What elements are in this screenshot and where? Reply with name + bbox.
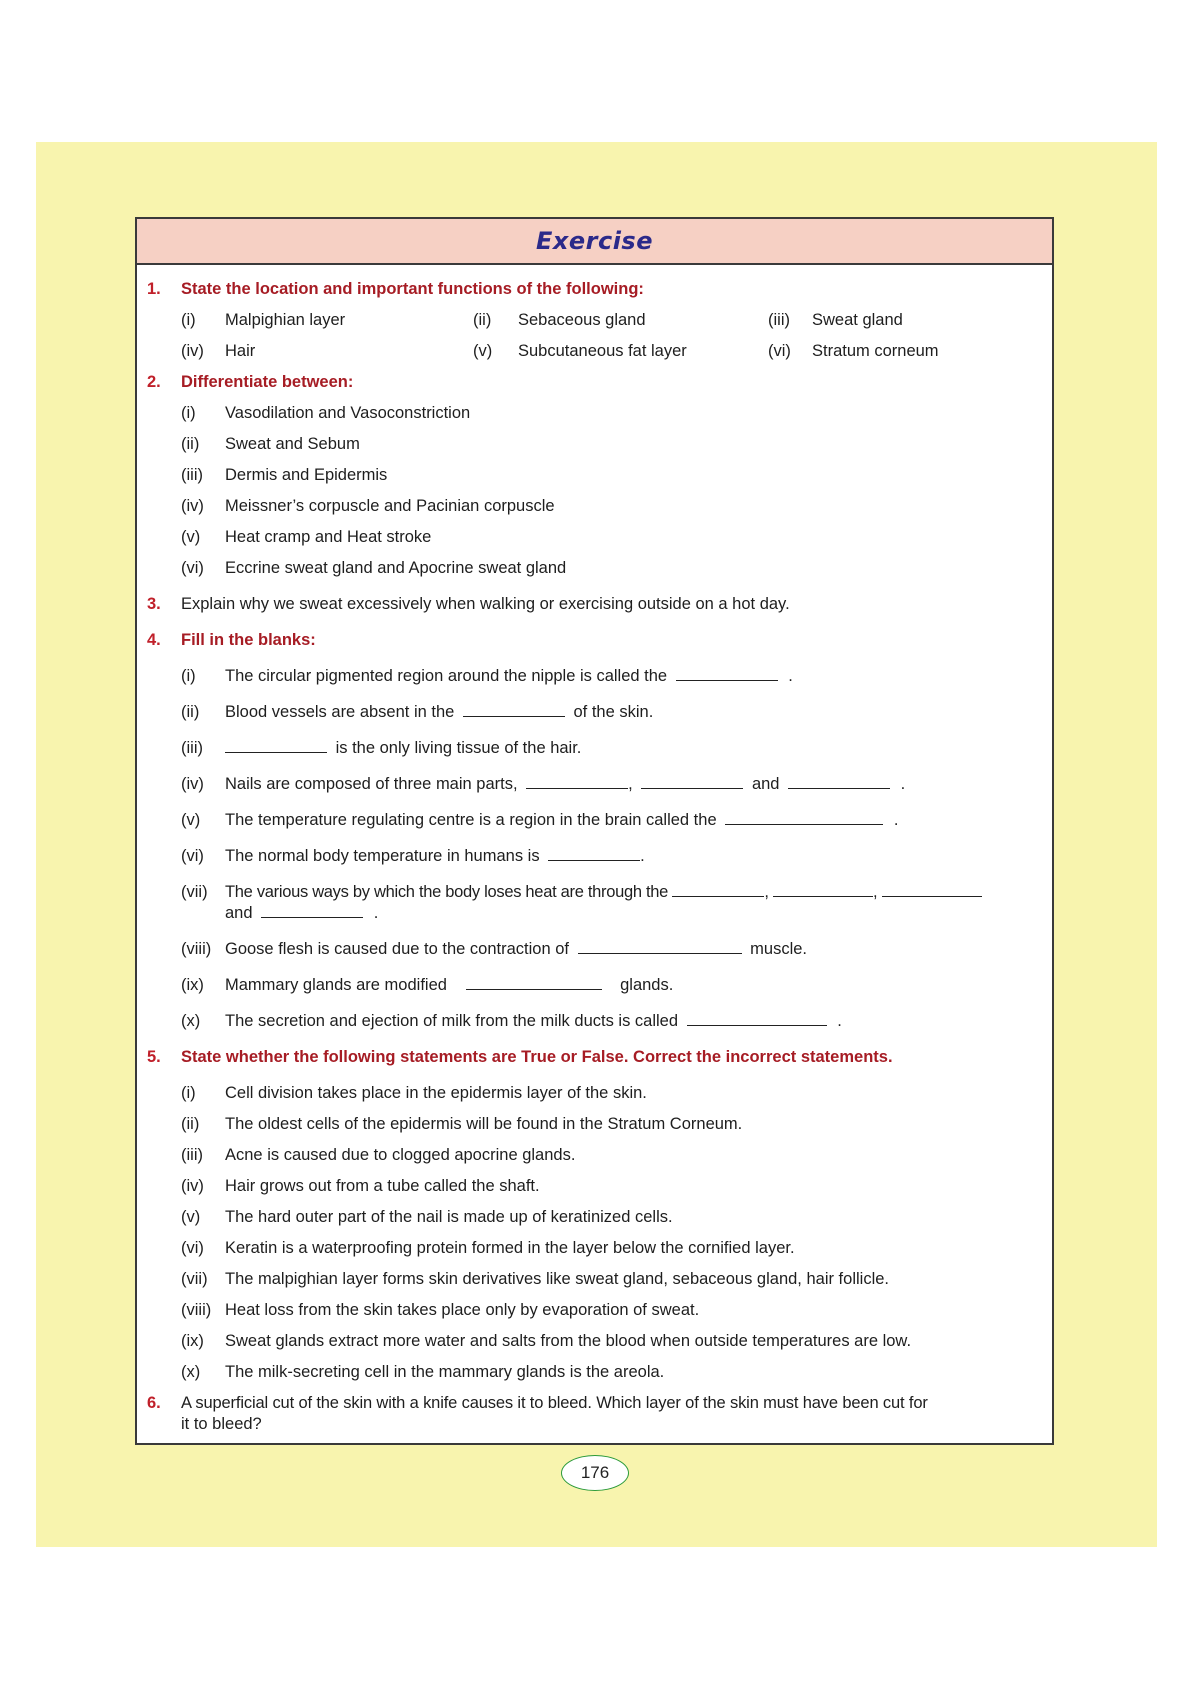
q5-heading: State whether the following statements are True or False. Correct the incorrect statements.: [181, 1048, 893, 1066]
q5-item-text: The milk-secreting cell in the mammary glands is the areola.: [225, 1363, 665, 1381]
q4-item: Blood vessels are absent in the of the skin.: [225, 703, 654, 721]
q4-number: 4.: [147, 631, 161, 649]
q5-item-text: Keratin is a waterproofing protein formed in the layer below the cornified layer.: [225, 1239, 795, 1257]
q4-item-num: (i): [181, 667, 196, 685]
q1-item-num: (vi): [768, 342, 791, 360]
q1-heading: State the location and important functions of the following:: [181, 280, 644, 298]
q5-item-num: (iv): [181, 1177, 204, 1195]
fill-blank[interactable]: [261, 903, 363, 918]
fill-blank[interactable]: [725, 810, 883, 825]
fill-blank[interactable]: [641, 774, 743, 789]
page-number-badge: [561, 1455, 629, 1491]
q1-item-text: Hair: [225, 342, 256, 360]
q4-item-num: (v): [181, 811, 201, 829]
q5-item-num: (iii): [181, 1146, 203, 1164]
fill-blank[interactable]: [466, 975, 602, 990]
q4-item-num: (x): [181, 1012, 201, 1030]
q5-item-num: (ix): [181, 1332, 204, 1350]
q2-item-num: (i): [181, 404, 196, 422]
q5-number: 5.: [147, 1048, 161, 1066]
q5-item-text: Hair grows out from a tube called the shaft.: [225, 1177, 540, 1195]
q2-item-text: Meissner’s corpuscle and Pacinian corpuscle: [225, 497, 555, 515]
q1-item-text: Sweat gland: [812, 311, 903, 329]
q1-number: 1.: [147, 280, 161, 298]
q2-item-num: (v): [181, 528, 201, 546]
fill-blank[interactable]: [882, 882, 982, 897]
q5-item-num: (vi): [181, 1239, 204, 1257]
q4-item: Mammary glands are modified glands.: [225, 976, 674, 994]
q6-text-line2: it to bleed?: [181, 1415, 262, 1433]
q5-item-text: Heat loss from the skin takes place only by evaporation of sweat.: [225, 1301, 700, 1319]
q4-heading: Fill in the blanks:: [181, 631, 316, 649]
q5-item-num: (ii): [181, 1115, 200, 1133]
q4-item-num: (ix): [181, 976, 204, 994]
q4-item-num: (vi): [181, 847, 204, 865]
fill-blank[interactable]: [225, 738, 327, 753]
q6-number: 6.: [147, 1394, 161, 1412]
q2-item-num: (ii): [181, 435, 200, 453]
exercise-box: [135, 217, 1054, 1445]
q5-item-text: Cell division takes place in the epidermis layer of the skin.: [225, 1084, 647, 1102]
fill-blank[interactable]: [578, 939, 742, 954]
q4-item: Nails are composed of three main parts, , and .: [225, 775, 906, 793]
fill-blank[interactable]: [773, 882, 873, 897]
fill-blank[interactable]: [672, 882, 764, 897]
exercise-content: [137, 265, 1052, 1445]
q4-item-num: (ii): [181, 703, 200, 721]
q1-item-text: Stratum corneum: [812, 342, 939, 360]
exercise-title: Exercise: [535, 227, 653, 255]
q4-item: The normal body temperature in humans is .: [225, 847, 645, 865]
q1-item-num: (iii): [768, 311, 790, 329]
fill-blank[interactable]: [548, 846, 640, 861]
q2-heading: Differentiate between:: [181, 373, 354, 391]
title-bar: [137, 219, 1052, 265]
q5-item-text: The malpighian layer forms skin derivatives like sweat gland, sebaceous gland, hair follicle.: [225, 1270, 889, 1288]
q5-item-num: (viii): [181, 1301, 212, 1319]
q1-item-num: (iv): [181, 342, 204, 360]
q1-item-num: (i): [181, 311, 196, 329]
q5-item-num: (x): [181, 1363, 201, 1381]
q4-item: The secretion and ejection of milk from the milk ducts is called .: [225, 1012, 842, 1030]
q2-item-text: Vasodilation and Vasoconstriction: [225, 404, 471, 422]
q5-item-num: (i): [181, 1084, 196, 1102]
q4-item-num: (vii): [181, 883, 208, 901]
q5-item-num: (v): [181, 1208, 201, 1226]
q2-item-num: (iv): [181, 497, 204, 515]
q4-item: The temperature regulating centre is a region in the brain called the .: [225, 811, 899, 829]
q6-text-line1: A superficial cut of the skin with a knife causes it to bleed. Which layer of the skin must have been cut for: [181, 1394, 928, 1412]
fill-blank[interactable]: [526, 774, 628, 789]
q2-item-text: Sweat and Sebum: [225, 435, 360, 453]
q4-item: The various ways by which the body loses heat are through the , ,: [225, 881, 982, 903]
q4-item: is the only living tissue of the hair.: [225, 737, 581, 759]
q5-item-num: (vii): [181, 1270, 208, 1288]
q5-item-text: Sweat glands extract more water and salts from the blood when outside temperatures are low.: [225, 1332, 912, 1350]
q2-item-text: Heat cramp and Heat stroke: [225, 528, 432, 546]
q3-text: Explain why we sweat excessively when walking or exercising outside on a hot day.: [181, 595, 790, 613]
page-number: 176: [580, 1463, 610, 1482]
q2-item-text: Eccrine sweat gland and Apocrine sweat gland: [225, 559, 567, 577]
q2-item-num: (vi): [181, 559, 204, 577]
q4-item-num: (viii): [181, 940, 212, 958]
q4-item-num: (iv): [181, 775, 204, 793]
fill-blank[interactable]: [788, 774, 890, 789]
q2-item-text: Dermis and Epidermis: [225, 466, 388, 484]
q1-item-text: Sebaceous gland: [518, 311, 646, 329]
q5-item-text: The oldest cells of the epidermis will be found in the Stratum Corneum.: [225, 1115, 743, 1133]
q4-item-cont: and .: [225, 904, 379, 922]
q4-item: The circular pigmented region around the nipple is called the .: [225, 667, 793, 685]
q1-item-text: Malpighian layer: [225, 311, 346, 329]
q1-item-num: (ii): [473, 311, 492, 329]
q3-number: 3.: [147, 595, 161, 613]
fill-blank[interactable]: [687, 1011, 827, 1026]
q4-item-num: (iii): [181, 739, 203, 757]
q5-item-text: Acne is caused due to clogged apocrine glands.: [225, 1146, 576, 1164]
q1-item-text: Subcutaneous fat layer: [518, 342, 687, 360]
q2-number: 2.: [147, 373, 161, 391]
q1-item-num: (v): [473, 342, 493, 360]
fill-blank[interactable]: [463, 702, 565, 717]
q2-item-num: (iii): [181, 466, 203, 484]
q4-item: Goose flesh is caused due to the contraction of muscle.: [225, 940, 808, 958]
fill-blank[interactable]: [676, 666, 778, 681]
q5-item-text: The hard outer part of the nail is made up of keratinized cells.: [225, 1208, 673, 1226]
